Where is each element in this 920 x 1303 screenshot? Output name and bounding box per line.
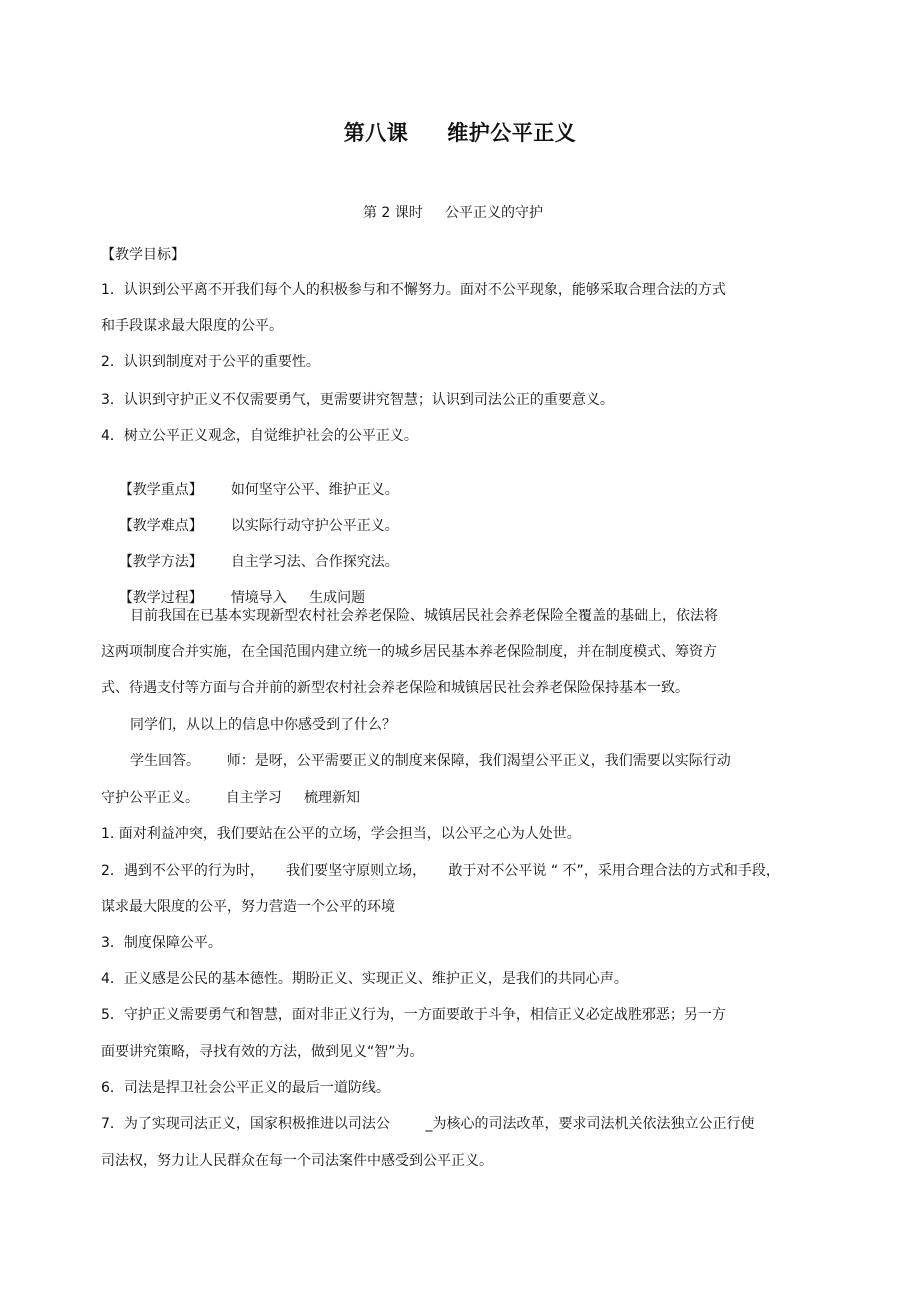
point-2-line-2: 谋求最大限度的公平，努力营造一个公平的环境 — [101, 899, 395, 915]
point-7-line-1: 7．为了实现司法正义，国家积极推进以司法公 _为核心的司法改革，要求司法机关依法独立公正行使 — [101, 1116, 755, 1132]
point-2-line-1: 2．遇到不公平的行为时， 我们要坚守原则立场， 敢于对不公平说 “ 不”，采用合理合法的方式和手段， — [101, 863, 780, 879]
answer-line-2: 守护公平正义。 自主学习 梳理新知 — [101, 790, 360, 806]
point-1: 1. 面对利益冲突，我们要站在公平的立场，学会担当，以公平之心为人处世。 — [101, 826, 581, 842]
focus-text: 如何坚守公平、维护正义。 — [230, 482, 399, 498]
focus-label: 【教学重点】 — [118, 482, 203, 498]
goals-heading: 【教学目标】 — [101, 247, 185, 263]
intro-para-line-1: 目前我国在已基本实现新型农村社会养老保险、城镇居民社会养老保险全覆盖的基础上，依法将 — [130, 608, 718, 624]
process-text: 情境导入 生成问题 — [230, 590, 366, 606]
answer-line-1: 学生回答。 师：是呀，公平需要正义的制度来保障，我们渴望公平正义，我们需要以实际行动 — [130, 753, 731, 769]
intro-para-line-2: 这两项制度合并实施，在全国范围内建立统一的城乡居民基本养老保险制度，并在制度模式、筹资方 — [101, 644, 717, 660]
goal-1-line-1: 1．认识到公平离不开我们每个人的积极参与和不懈努力。面对不公平现象，能够采取合理合法的方式 — [101, 282, 726, 298]
goal-4: 4．树立公平正义观念，自觉维护社会的公平正义。 — [101, 428, 418, 444]
point-6: 6．司法是捍卫社会公平正义的最后一道防线。 — [101, 1080, 390, 1096]
lesson-title: 第八课 维护公平正义 — [343, 121, 577, 145]
method-text: 自主学习法、合作探究法。 — [230, 554, 399, 570]
intro-para-line-3: 式、待遇支付等方面与合并前的新型农村社会养老保险和城镇居民社会养老保险保持基本一致。 — [101, 680, 689, 696]
process-label: 【教学过程】 — [118, 590, 203, 606]
point-7-line-2: 司法权，努力让人民群众在每一个司法案件中感受到公平正义。 — [101, 1153, 493, 1169]
goal-2: 2．认识到制度对于公平的重要性。 — [101, 354, 320, 370]
difficulty-text: 以实际行动守护公平正义。 — [230, 518, 399, 534]
question-line: 同学们，从以上的信息中你感受到了什么？ — [130, 717, 396, 733]
goal-3: 3．认识到守护正义不仅需要勇气，更需要讲究智慧；认识到司法公正的重要意义。 — [101, 392, 614, 408]
lesson-subtitle: 第 2 课时 公平正义的守护 — [362, 205, 544, 221]
point-5-line-1: 5．守护正义需要勇气和智慧，面对非正义行为，一方面要敢于斗争，相信正义必定战胜邪恶；另一方 — [101, 1007, 726, 1023]
method-label: 【教学方法】 — [118, 554, 203, 570]
point-3: 3．制度保障公平。 — [101, 935, 222, 951]
difficulty-label: 【教学难点】 — [118, 518, 203, 534]
point-4: 4．正义感是公民的基本德性。期盼正义、实现正义、维护正义，是我们的共同心声。 — [101, 971, 628, 987]
goal-1-line-2: 和手段谋求最大限度的公平。 — [101, 318, 283, 334]
point-5-line-2: 面要讲究策略，寻找有效的方法，做到见义“智”为。 — [101, 1044, 424, 1060]
